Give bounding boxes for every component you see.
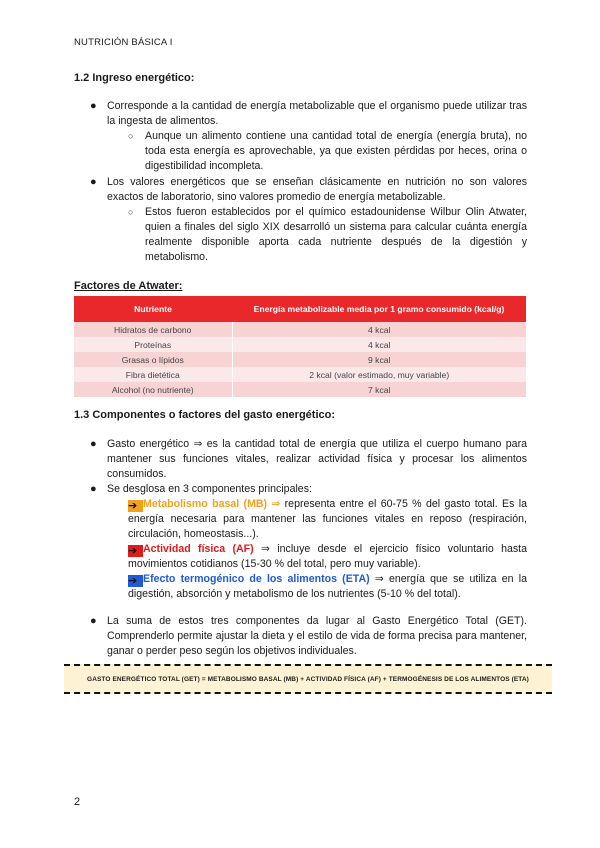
page-number: 2: [74, 796, 81, 808]
paragraph-ingreso-definicion: Corresponde a la cantidad de energía metabolizable que el organismo puede utilizar tras la ingesta de alimentos.: [107, 100, 527, 127]
arrow-right-icon: ➔: [128, 545, 143, 557]
table-row: [74, 382, 526, 397]
formula-get-banner: GASTO ENERGÉTICO TOTAL (GET) = METABOLISMO BASAL (MB) + ACTIVIDAD FÍSICA (AF) + TERMOGÉNESIS DE LOS ALIMENTOS (ETA): [64, 664, 552, 694]
circle-bullet-icon: ○: [128, 131, 134, 141]
eta-label: Efecto termogénico de los alimentos (ETA): [143, 573, 370, 585]
table-cell: Fibra dietética: [74, 367, 232, 382]
arrow-right-icon: ➔: [128, 500, 143, 512]
af-description: ⇒ incluye desde el ejercicio físico voluntario hasta movimientos cotidianos (15-30 % del total, pero muy variable).: [128, 543, 527, 570]
component-metabolismo-basal: [128, 497, 527, 542]
atwater-table: [74, 296, 526, 397]
table-row: [74, 322, 526, 337]
table-row: [74, 367, 526, 382]
section-title-1-3: 1.3 Componentes o factores del gasto energético:: [74, 409, 336, 421]
bullet-dot-icon: ●: [90, 100, 97, 112]
arrow-right-icon: ➔: [128, 575, 143, 587]
eta-description: ⇒ energía que se utiliza en la digestión, absorción y metabolismo de los nutrientes (5-10 % del total).: [128, 573, 528, 600]
table-header-cell: Nutriente: [74, 296, 232, 322]
circle-bullet-icon: ○: [128, 207, 134, 217]
bullet-dot-icon: ●: [90, 615, 97, 627]
mb-description: representa entre el 60-75 % del gasto total. Es la energía necesaria para mantener las funciones vitales en reposo (respiración, circulación, homeostasis...).: [128, 498, 527, 540]
table-cell: 9 kcal: [232, 352, 526, 367]
section-title-1-2: 1.2 Ingreso energético:: [74, 72, 195, 84]
atwater-table-title: Factores de Atwater:: [74, 280, 183, 292]
table-cell: Hidratos de carbono: [74, 322, 232, 337]
bullet-dot-icon: ●: [90, 438, 97, 450]
table-cell: Alcohol (no nutriente): [74, 382, 232, 397]
table-cell: 4 kcal: [232, 322, 526, 337]
paragraph-valores-energeticos: Los valores energéticos que se enseñan clásicamente en nutrición no son valores exactos de laboratorio, sino valores promedio de energía metabolizable.: [107, 176, 527, 203]
af-label: Actividad física (AF): [143, 543, 254, 555]
table-cell: Grasas o lípidos: [74, 352, 232, 367]
table-cell: 4 kcal: [232, 337, 526, 352]
paragraph-energia-bruta: Aunque un alimento contiene una cantidad total de energía (energía bruta), no toda esta energía es aprovechable, ya que existen pérdidas por heces, orina o digestibilidad incompleta.: [145, 130, 527, 172]
mb-label: Metabolismo basal (MB) ⇒: [143, 498, 281, 510]
component-actividad-fisica: [128, 542, 527, 572]
paragraph-gasto-definicion: Gasto energético ⇒ es la cantidad total de energía que utiliza el cuerpo humano para mantener sus funciones vitales, realizar actividad física y procesar los alimentos consumidos.: [107, 438, 527, 480]
paragraph-atwater-historia: Estos fueron establecidos por el químico estadounidense Wilbur Olin Atwater, quien a finales del siglo XIX desarrolló un sistema para calcular cuánta energía realmente disponible aporta cada nutriente después de la digestión y metabolismo.: [145, 206, 527, 263]
component-efecto-termogenico: [128, 572, 527, 602]
paragraph-componentes-intro: Se desglosa en 3 componentes principales:: [107, 483, 312, 495]
bullet-dot-icon: ●: [90, 483, 97, 495]
paragraph-get-resumen: La suma de estos tres componentes da lugar al Gasto Energético Total (GET). Comprenderlo permite ajustar la dieta y el estilo de vida de forma precisa para mantener, ganar o perder peso según los objetivos individuales.: [107, 615, 527, 657]
table-header-row: [74, 296, 526, 322]
table-row: [74, 337, 526, 352]
table-header-cell: Energía metabolizable media por 1 gramo consumido (kcal/g): [232, 296, 526, 322]
page-header: NUTRICIÓN BÁSICA I: [74, 37, 173, 48]
table-cell: 7 kcal: [232, 382, 526, 397]
table-cell: 2 kcal (valor estimado, muy variable): [232, 367, 526, 382]
table-row: [74, 352, 526, 367]
bullet-dot-icon: ●: [90, 176, 97, 188]
table-cell: Proteínas: [74, 337, 232, 352]
